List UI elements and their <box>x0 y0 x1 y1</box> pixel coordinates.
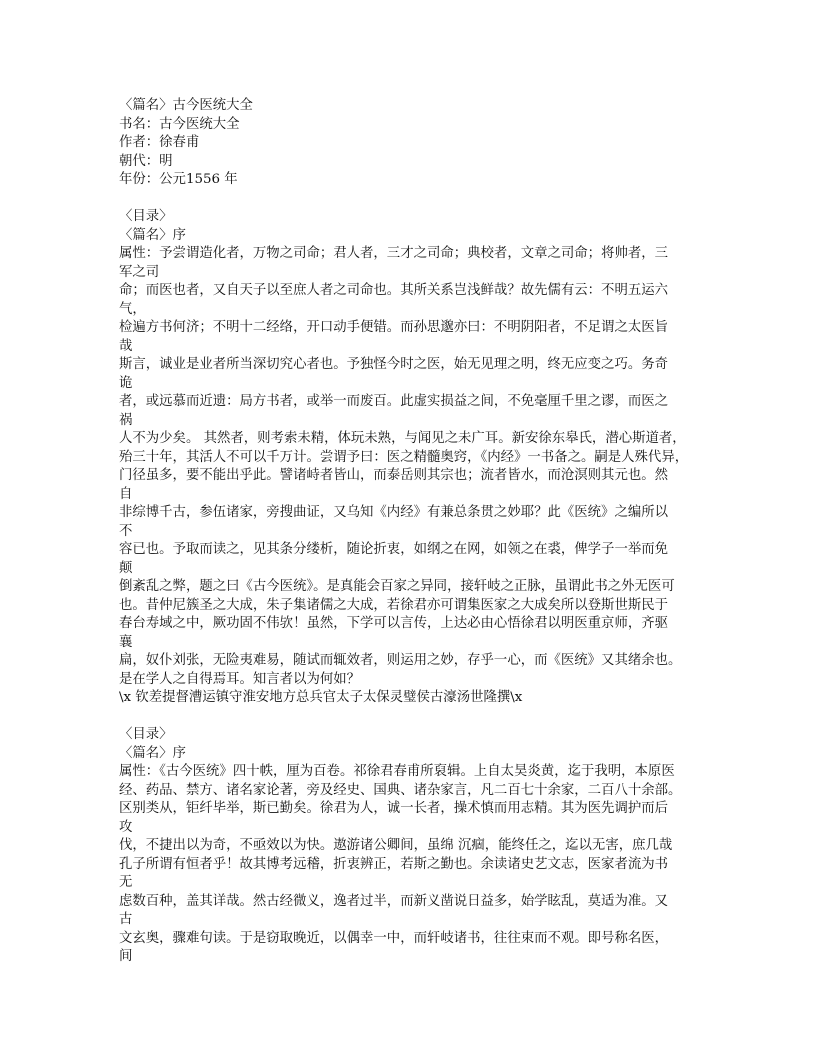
text-line: 倒紊乱之弊，题之曰《古今医统》。是真能会百家之异同，接轩岐之正脉，虽谓此书之外无医可 <box>119 579 675 594</box>
text-line: 扁，奴仆刘张，无险夷难易，随试而辄效者，则运用之妙，存乎一心，而《医统》又其绪余也。 <box>119 653 682 668</box>
document-body <box>119 97 709 967</box>
text-line: 检遍方书何济；不明十二经络，开口动手便错。而孙思邈亦曰：不明阴阳者，不足谓之太医旨 <box>119 320 669 335</box>
header-line: 朝代：明 <box>119 153 173 169</box>
text-line: 是在学人之自得焉耳。知言者以为何如？ <box>119 671 361 687</box>
document-page <box>119 97 709 967</box>
preface-section <box>119 726 709 967</box>
text-line: 属性：予尝谓造化者，万物之司命；君人者，三才之司命；典校者，文章之司命；将帅者，三 <box>119 246 669 261</box>
text-line: 属性：《古今医统》四十帙，厘为百卷。祁徐君春甫所裒辑。上自太昊炎黄，迄于我明，本原医 <box>119 764 675 779</box>
text-line: 春台寿域之中，厥功固不伟欤！虽然，下学可以言传，上达必由心悟徐君以明医重京师，齐驱 <box>119 616 669 631</box>
text-line: 殆三十年，其活人不可以千万计。尝谓予曰：医之精髓奥窍，《内经》一书备之。嗣是人殊代异， <box>119 449 689 465</box>
text-line: 区别类从，钜纤毕举，斯已勤矣。徐君为人，诚一长者，操术慎而用志精。其为医先调护而后 <box>119 801 669 816</box>
text-line: 非综博千古，参伍诸家，旁搜曲证，又乌知《内经》有兼总条贯之妙耶？此《医统》之编所以 <box>119 505 669 520</box>
text-line: 军之司 <box>119 264 160 280</box>
preface-section <box>119 208 709 708</box>
text-line: 颠 <box>119 560 133 576</box>
text-line: 祸 <box>119 412 133 428</box>
text-line: 虑数百种，盖其详哉。然古经微义，逸者过半，而新义凿说日益多，始学眩乱，莫适为准。又 <box>119 893 669 909</box>
section-spacer <box>119 708 709 727</box>
text-line: 自 <box>119 486 133 502</box>
text-line: 〈篇名〉序 <box>119 745 186 761</box>
text-line: 哉 <box>119 338 133 354</box>
text-line: 门径虽多，要不能出乎此。譬诸峙者皆山，而泰岳则其宗也；流者皆水，而沧溟则其元也。然 <box>119 468 669 483</box>
text-line: 〈篇名〉序 <box>119 227 186 243</box>
text-line: 诡 <box>119 375 133 391</box>
text-line: 命；而医也者，又自天子以至庶人者之司命也。其所关系岂浅鲜哉？故先儒有云：不明五运六 <box>119 283 669 298</box>
text-line: 气， <box>119 301 146 317</box>
text-line: 〈目录〉 <box>119 209 173 224</box>
text-line: \x 钦差提督漕运镇守淮安地方总兵官太子太保灵璧侯古濠汤世隆撰\x <box>119 690 523 705</box>
header-line: 书名：古今医统大全 <box>119 116 240 132</box>
header-line: 〈篇名〉古今医统大全 <box>119 98 253 113</box>
text-line: 间 <box>119 949 133 964</box>
text-line: 古 <box>119 912 133 927</box>
text-line: 〈目录〉 <box>119 727 173 742</box>
text-line: 者，或远慕而近遗：局方书者，或举一而废百。此虚实损益之间，不免毫厘千里之谬，而医之 <box>119 394 669 409</box>
text-line: 人不为少矣。 其然者，则考索未精，体玩未熟，与闻见之未广耳。新安徐东皋氏，潜心斯道者， <box>119 431 686 446</box>
text-line: 文玄奥，骤难句读。于是窃取晚近，以偶幸一中，而轩岐诸书，往往束而不观。即号称名医， <box>119 930 669 946</box>
header-line: 年份：公元1556 年 <box>119 172 238 187</box>
header-line: 作者：徐春甫 <box>119 135 200 150</box>
text-line: 无 <box>119 875 133 890</box>
text-line: 不 <box>119 523 133 539</box>
text-line: 攻 <box>119 819 133 835</box>
text-line: 经、药品、禁方、诸名家论著，旁及经史、国典、诸杂家言，凡二百七十余家，二百八十余部。 <box>119 782 682 798</box>
section-spacer <box>119 190 709 209</box>
text-line: 伐，不捷出以为奇，不亟效以为快。遨游诸公卿间，虽绵 沉痼，能终任之，迄以无害，庶几哉 <box>119 838 673 853</box>
book-header <box>119 97 709 190</box>
text-line: 襄 <box>119 634 133 650</box>
text-line: 斯言，诚业是业者所当深切究心者也。予独怪今时之医，始无见理之明，终无应变之巧。务奇 <box>119 357 669 372</box>
text-line: 容已也。予取而读之，见其条分缕析，随论折衷，如纲之在网，如领之在裘，俾学子一举而免 <box>119 542 669 557</box>
text-line: 也。昔仲尼簇圣之大成，朱子集诸儒之大成，若徐君亦可谓集医家之大成矣所以登斯世斯民于 <box>119 597 669 613</box>
text-line: 孔子所谓有恒者乎！故其博考远稽，折衷辨正，若斯之勤也。余读诸史艺文志，医家者流为书 <box>119 856 669 872</box>
